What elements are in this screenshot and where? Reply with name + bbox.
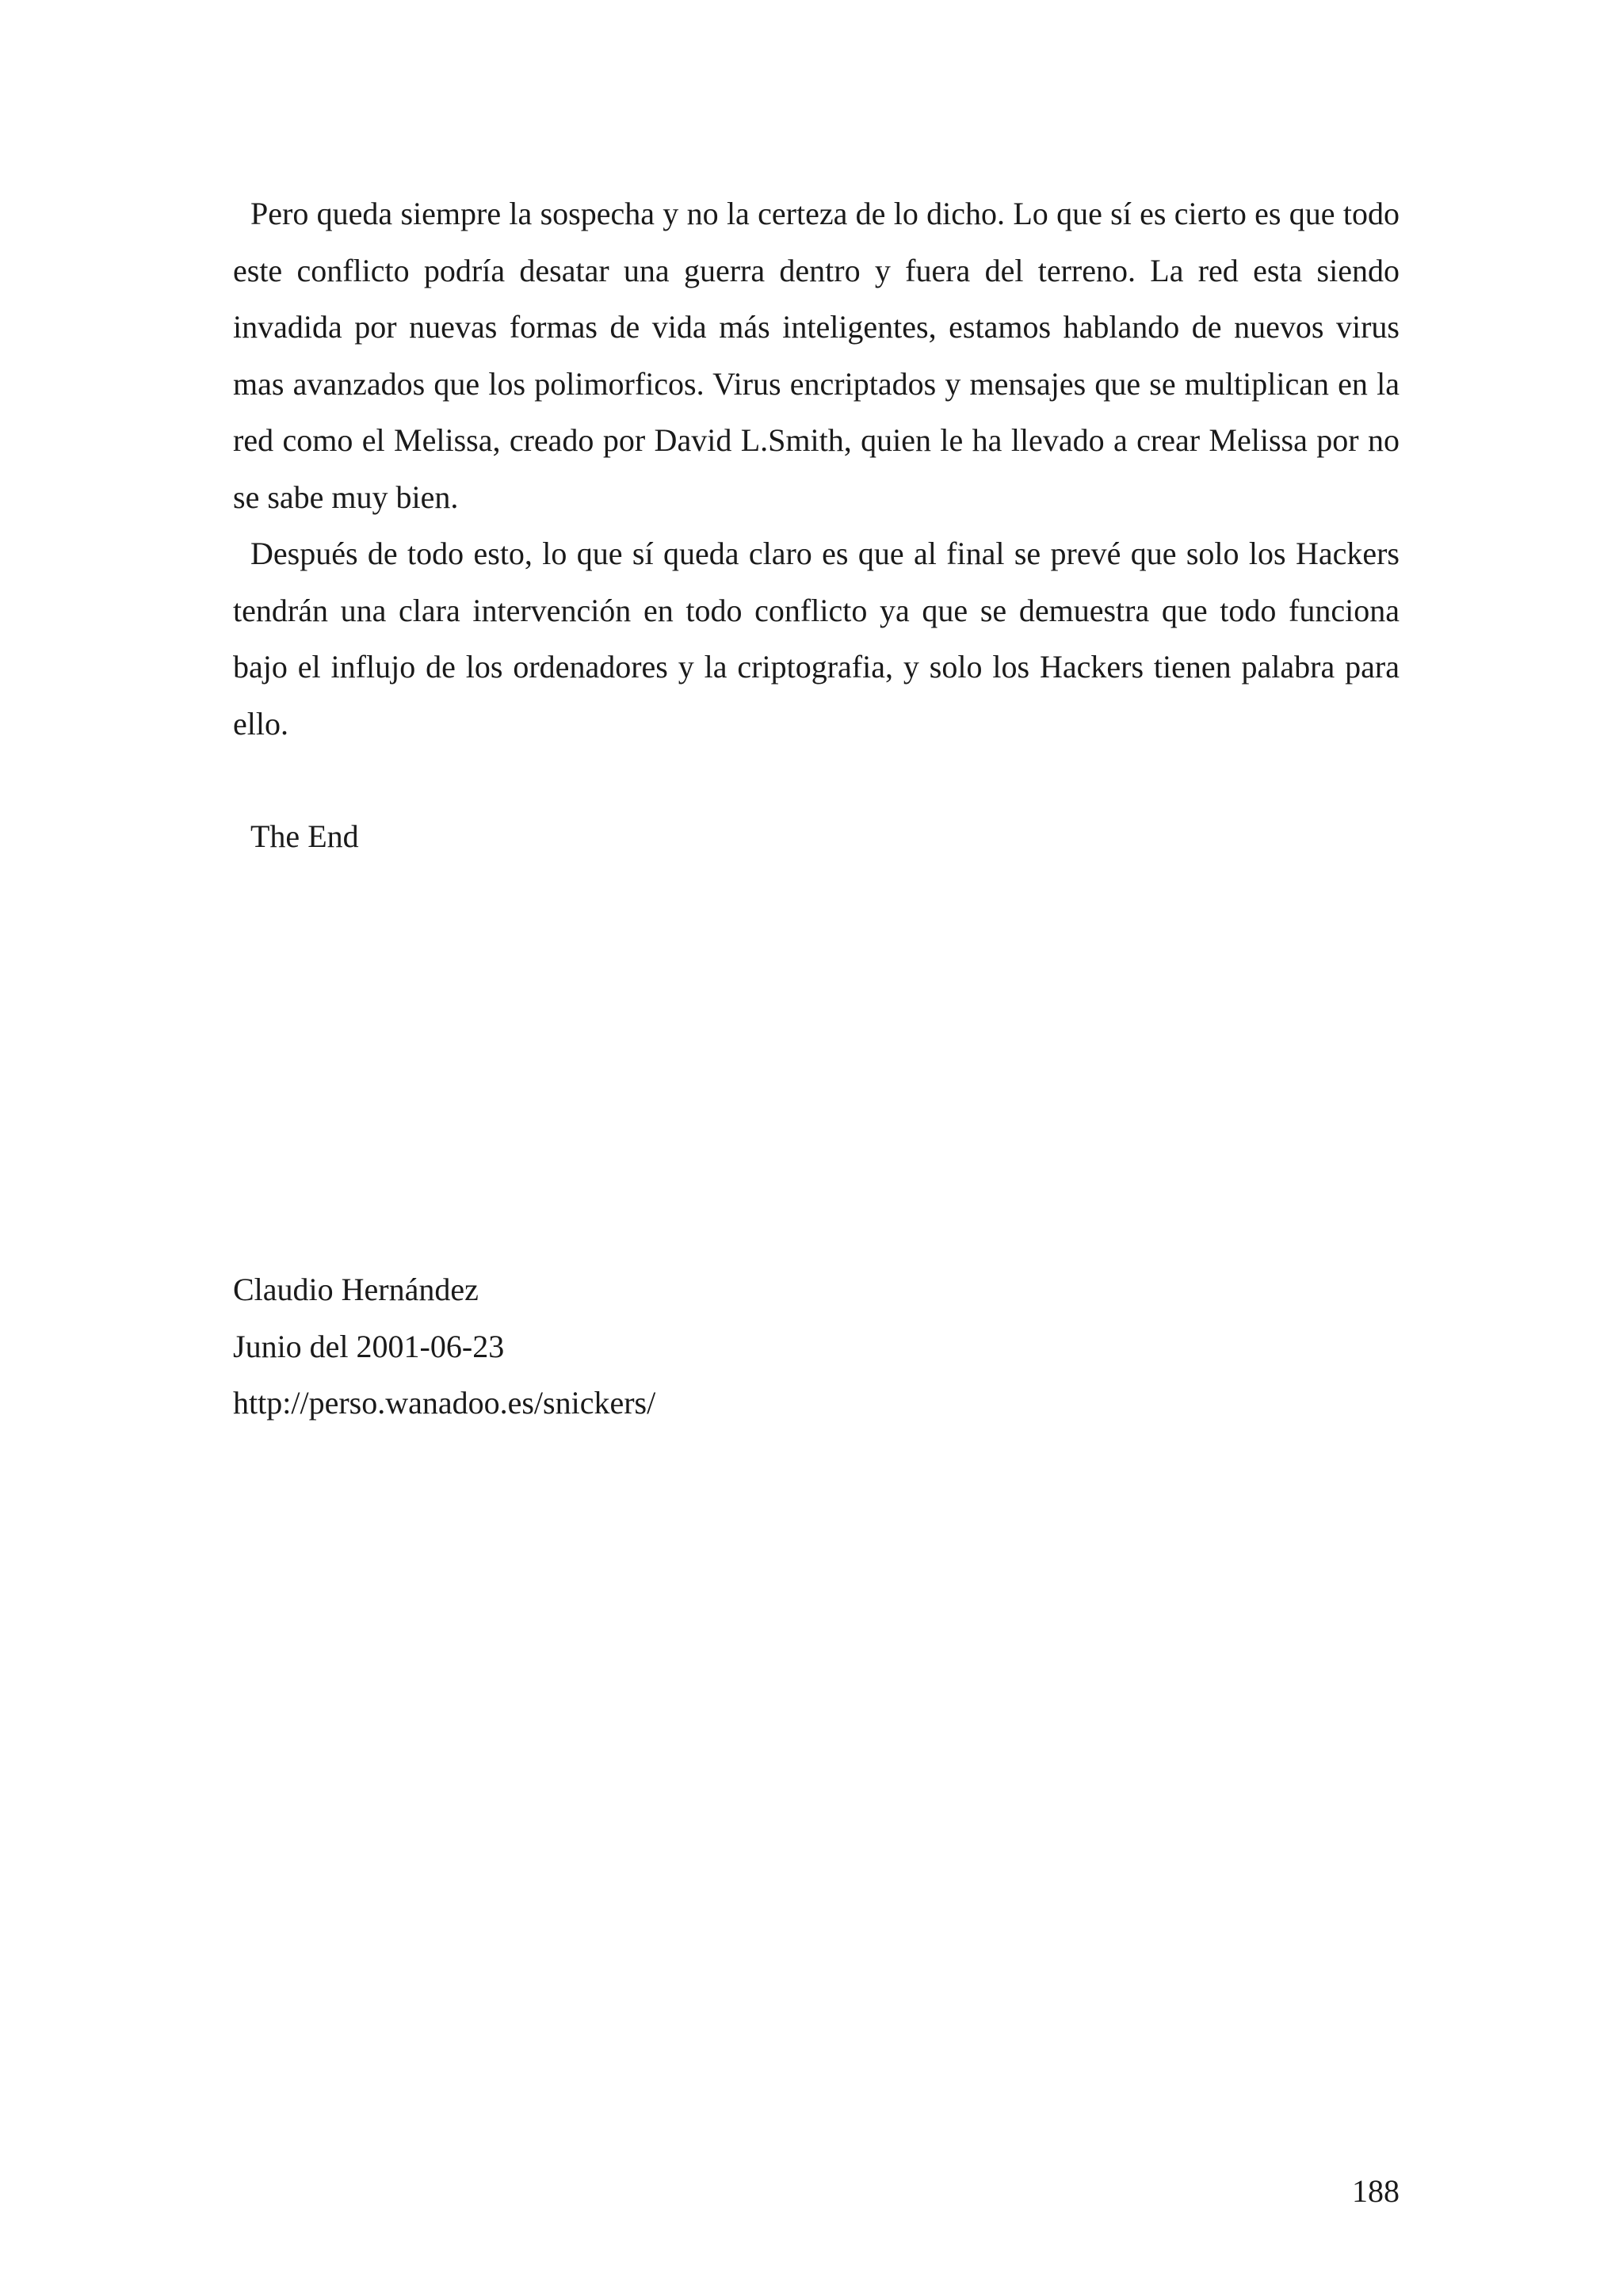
paragraph-text: Pero queda siempre la sospecha y no la certeza de lo dicho. Lo que sí es cierto es que todo este conflicto podría desatar una guerra dentro y fuera del terreno. La red esta siendo invadida por nuevas formas de vida más inteligentes, estamos hablando de nuevos virus mas avanzados que los polimorficos. Virus encriptados y mensajes que se multiplican en la red como el Melissa, creado por David L.Smith, quien le ha llevado a crear Melissa por no se sabe muy bien.	[233, 196, 1400, 515]
author-url: http://perso.wanadoo.es/snickers/	[233, 1385, 656, 1421]
paragraph-text: Después de todo esto, lo que sí queda claro es que al final se prevé que solo los Hackers tendrán una clara intervención en todo conflicto ya que se demuestra que todo funciona bajo el influjo de los ordenadores y la criptografia, y solo los Hackers tienen palabra para ello.	[233, 536, 1400, 742]
page-number: 188	[1352, 2173, 1400, 2209]
body-paragraph-2	[233, 525, 1400, 752]
author-name: Claudio Hernández	[233, 1272, 479, 1307]
closing-text: The End	[250, 818, 359, 854]
signature-block	[233, 1261, 655, 1432]
body-paragraph-1	[233, 185, 1400, 525]
signature-date: Junio del 2001-06-23	[233, 1328, 505, 1364]
